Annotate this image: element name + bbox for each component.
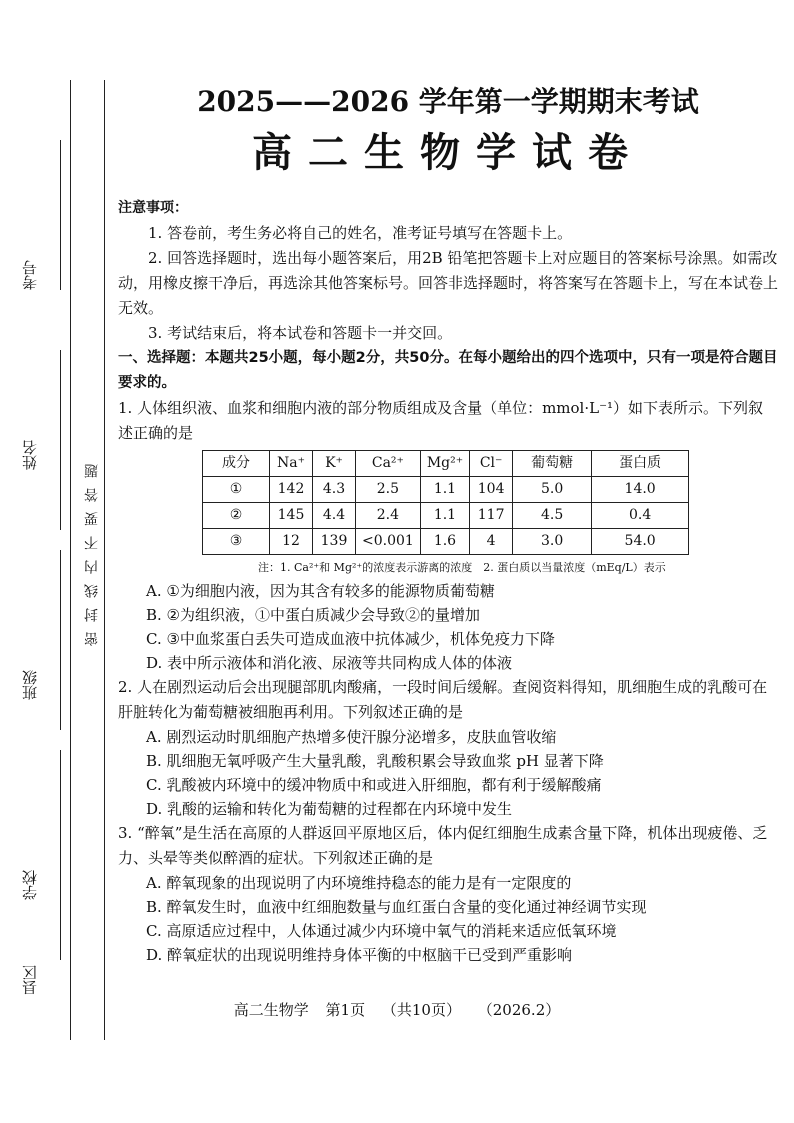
table-cell: 145: [270, 503, 313, 529]
table-cell: <0.001: [356, 529, 421, 555]
table-cell: 1.6: [420, 529, 469, 555]
option-d: D. 醉氧症状的出现说明维持身体平衡的中枢脑干已受到严重影响: [146, 946, 573, 964]
exam-content: [118, 84, 778, 967]
footer-subject: 高二生物学: [233, 1001, 309, 1019]
table-cell: 4.3: [313, 477, 356, 503]
option-d: D. 乳酸的运输和转化为葡萄糖的过程都在内环境中发生: [146, 800, 513, 818]
table-cell: 2.4: [356, 503, 421, 529]
write-line[interactable]: [60, 550, 61, 730]
binding-margin: [0, 80, 115, 1040]
footer-page: 第1页: [325, 1001, 366, 1019]
seal-warning: 密封线内不要答题: [84, 454, 100, 646]
table-cell: ①: [203, 477, 270, 503]
field-district: [22, 930, 62, 1040]
table-header: Mg²⁺: [420, 451, 469, 477]
table-cell: 1.1: [420, 503, 469, 529]
note-item: 3. 考试结束后，将本试卷和答题卡一并交回。: [148, 324, 453, 342]
option-a: A. 剧烈运动时肌细胞产热增多使汗腺分泌增多，皮肤血管收缩: [146, 728, 557, 746]
table-cell: 4.4: [313, 503, 356, 529]
field-exam-number: [22, 140, 62, 320]
option-c: C. 高原适应过程中，人体通过减少内环境中氧气的消耗来适应低氧环境: [146, 922, 617, 940]
table-cell: 4: [470, 529, 513, 555]
table-header: K⁺: [313, 451, 356, 477]
option-a: A. 醉氧现象的出现说明了内环境维持稳态的能力是有一定限度的: [146, 874, 572, 892]
table-header: Cl⁻: [470, 451, 513, 477]
table-cell: 117: [470, 503, 513, 529]
table-header: Ca²⁺: [356, 451, 421, 477]
option-c: C. ③中血浆蛋白丢失可造成血液中抗体减少，机体免疫力下降: [146, 630, 555, 648]
table-cell: 0.4: [592, 503, 689, 529]
notes: [118, 196, 778, 346]
write-line[interactable]: [60, 140, 61, 290]
exam-title: 2025——2026 学年第一学期期末考试: [197, 85, 699, 118]
option-b: B. 醉氧发生时，血液中红细胞数量与血红蛋白含量的变化通过神经调节实现: [146, 898, 647, 916]
table-cell: ③: [203, 529, 270, 555]
table-header-row: [203, 451, 689, 477]
field-label: 县区: [21, 965, 39, 995]
table-row: [203, 529, 689, 555]
table-header: 蛋白质: [592, 451, 689, 477]
question-stem: 3. “醉氧”是生活在高原的人群返回平原地区后，体内促红细胞生成素含量下降，机体出现疲倦、乏力、头晕等类似醉酒的症状。下列叙述正确的是: [118, 824, 768, 867]
question-3: [118, 821, 778, 967]
binding-line-inner: [104, 80, 105, 1040]
table-cell: 12: [270, 529, 313, 555]
composition-table: [202, 450, 689, 555]
field-label: 学校: [21, 870, 39, 900]
option-d: D. 表中所示液体和消化液、尿液等共同构成人体的体液: [146, 654, 513, 672]
binding-line-outer: [70, 80, 71, 1040]
table-cell: 3.0: [513, 529, 592, 555]
field-school: [22, 750, 62, 930]
table-cell: 1.1: [420, 477, 469, 503]
field-label: 班级: [21, 670, 39, 700]
table-cell: 142: [270, 477, 313, 503]
table-cell: 54.0: [592, 529, 689, 555]
question-stem: 2. 人在剧烈运动后会出现腿部肌肉酸痛，一段时间后缓解。查阅资料得知，肌细胞生成的乳酸可在肝脏转化为葡萄糖被细胞再利用。下列叙述正确的是: [118, 678, 768, 721]
option-b: B. 肌细胞无氧呼吸产生大量乳酸，乳酸积累会导致血浆 pH 显著下降: [146, 752, 604, 770]
note-item: 1. 答卷前，考生务必将自己的姓名，准考证号填写在答题卡上。: [148, 224, 573, 242]
note-item: 2. 回答选择题时，选出每小题答案后，用2B 铅笔把答题卡上对应题目的答案标号涂黑。如需改动，用橡皮擦干净后，再选涂其他答案标号。回答非选择题时，将答案写在答题卡上，写在本试卷上无效。: [118, 249, 779, 317]
footer-date: （2026.2）: [477, 1001, 561, 1019]
write-line[interactable]: [60, 350, 61, 530]
footer-total: （共10页）: [381, 1001, 461, 1019]
table-cell: 2.5: [356, 477, 421, 503]
option-b: B. ②为组织液，①中蛋白质减少会导致②的量增加: [146, 606, 481, 624]
table-cell: 139: [313, 529, 356, 555]
option-a: A. ①为细胞内液，因为其含有较多的能源物质葡萄糖: [146, 582, 495, 600]
table-cell: 104: [470, 477, 513, 503]
page-footer: [0, 1000, 794, 1020]
option-c: C. 乳酸被内环境中的缓冲物质中和或进入肝细胞，都有利于缓解酸痛: [146, 776, 602, 794]
field-label: 姓名: [21, 440, 39, 470]
table-header: 葡萄糖: [513, 451, 592, 477]
field-label: 考号: [21, 260, 39, 290]
table-header: 成分: [203, 451, 270, 477]
paper-title: 高二生物学试卷: [252, 129, 644, 176]
table-cell: ②: [203, 503, 270, 529]
notes-heading: 注意事项：: [118, 200, 188, 216]
write-line[interactable]: [60, 750, 61, 930]
write-line[interactable]: [60, 920, 61, 960]
table-row: [203, 477, 689, 503]
question-stem: 1. 人体组织液、血浆和细胞内液的部分物质组成及含量（单位：mmol·L⁻¹）如下表所示。下列叙述正确的是: [118, 399, 764, 442]
field-name: [22, 350, 62, 530]
question-1: [118, 396, 778, 675]
table-cell: 4.5: [513, 503, 592, 529]
table-note: 注：1. Ca²⁺和 Mg²⁺的浓度表示游离的浓度 2. 蛋白质以当量浓度（mEq/L）表示: [258, 561, 666, 574]
table-row: [203, 503, 689, 529]
table-header: Na⁺: [270, 451, 313, 477]
question-2: [118, 675, 778, 821]
table-cell: 14.0: [592, 477, 689, 503]
field-class: [22, 550, 62, 730]
table-cell: 5.0: [513, 477, 592, 503]
section-heading: 一、选择题：本题共25小题，每小题2分，共50分。在每小题给出的四个选项中，只有一项是符合题目要求的。: [118, 350, 778, 391]
